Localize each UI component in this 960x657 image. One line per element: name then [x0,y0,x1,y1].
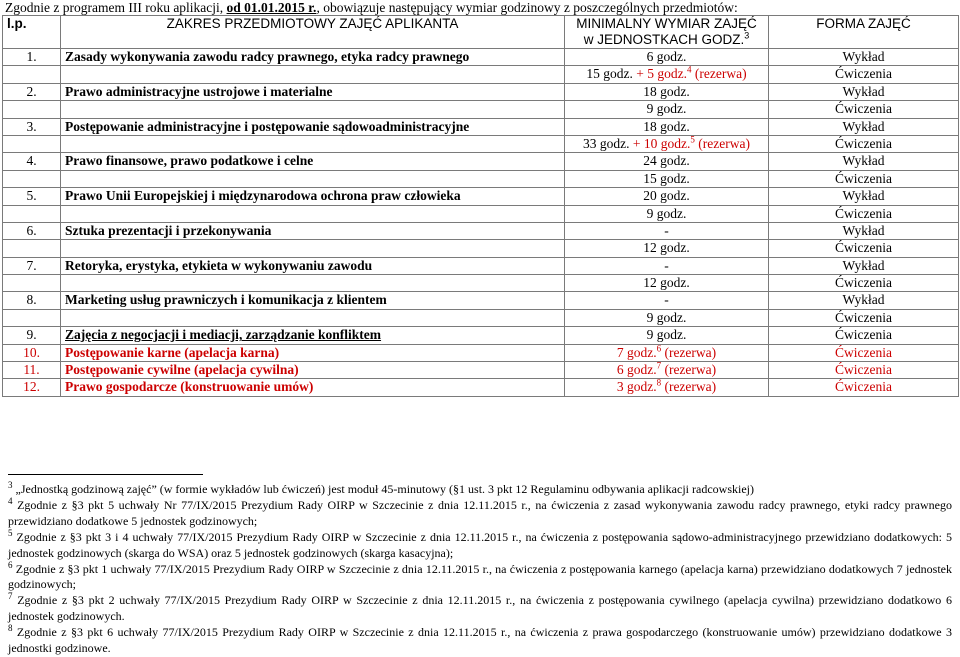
row-hours [565,49,769,66]
footnote-text: Zgodnie z §3 pkt 6 uchwały 77/IX/2015 Prezydium Rady OIRP w Szczecinie z dnia 12.11.2015 r., na ćwiczenia z prawa gospodarczego (konstruowanie umów) przewidziano dodatkowe 3 jednostki godzinowe. [8,625,952,656]
header-form: FORMA ZAJĘĆ [769,16,959,49]
hours-value: - [664,292,669,308]
row-number [3,170,61,187]
row-subject: Prawo administracyjne ustrojowe i materialne [61,83,565,100]
row-hours [565,66,769,83]
footnote [8,559,952,594]
row-number [3,205,61,222]
hours-reserve: (rezerwa) [661,379,717,395]
table-row [3,344,959,361]
header-lp: l.p. [3,16,61,49]
footnote-separator [8,474,203,475]
row-subject: Zasady wykonywania zawodu radcy prawnego, etyka radcy prawnego [61,49,565,66]
hours-value: 15 godz. [643,170,690,186]
row-subject: Zajęcia z negocjacji i mediacji, zarządzanie konfliktem [61,327,565,344]
hours-footnote-ref: 7 [656,361,662,371]
table-row [3,101,959,118]
table-row [3,153,959,170]
table-row [3,188,959,205]
row-hours [565,379,769,396]
row-form: Ćwiczenia [769,309,959,326]
footnote-number: 8 [8,623,13,634]
row-hours [565,362,769,379]
row-subject: Marketing usług prawniczych i komunikacja z klientem [61,292,565,309]
row-number: 4. [3,153,61,170]
row-form: Wykład [769,153,959,170]
row-hours [565,118,769,135]
row-form: Ćwiczenia [769,170,959,187]
hours-value: 18 godz. [643,83,690,99]
row-form: Ćwiczenia [769,379,959,396]
hours-value: 6 godz. [646,49,687,64]
table-row [3,275,959,292]
footnote-text: Zgodnie z §3 pkt 5 uchwały Nr 77/IX/2015 Prezydium Rady OIRP w Szczecinie z dnia 12.11.2015 r., na ćwiczenia z zasad wykonywania zawodu radcy prawnego, etyki radcy prawnego przewidziano dodatkowe 5 jednostek godzinowych; [8,497,952,528]
hours-value: - [664,257,669,273]
hours-value: 33 godz. [583,135,630,151]
footnote [8,527,952,562]
hours-extra: + 10 godz. [629,135,691,151]
header-hours-line1: MINIMALNY WYMIAR ZAJĘĆ [576,16,757,31]
row-number: 3. [3,118,61,135]
table-row [3,49,959,66]
row-number: 11. [3,362,61,379]
intro-prefix: Zgodnie z programem III roku aplikacji, [5,0,227,15]
footnote-number: 3 [8,480,13,490]
footnote-text: Zgodnie z §3 pkt 2 uchwały 77/IX/2015 Prezydium Rady OIRP w Szczecinie z dnia 12.11.2015 r., na ćwiczenia z postępowania cywilnego (apelacja cywilna) przewidziano dodatkowo 6 jednostek godzinowych. [8,593,952,624]
row-subject [61,205,565,222]
hours-value: 18 godz. [643,118,690,134]
table-row [3,362,959,379]
table-row [3,292,959,309]
footnote-number: 6 [8,559,13,570]
hours-value: 24 godz. [643,153,690,169]
row-form: Ćwiczenia [769,205,959,222]
table-header-row [3,16,959,49]
hours-footnote-ref: 5 [690,135,695,145]
row-subject: Sztuka prezentacji i przekonywania [61,222,565,239]
row-number [3,101,61,118]
footnote-number: 5 [8,527,13,538]
footnote-number: 4 [8,495,13,506]
hours-extra: + 5 godz. [632,66,688,82]
row-number: 8. [3,292,61,309]
hours-value: 9 godz. [646,309,687,325]
row-form: Wykład [769,257,959,274]
row-number [3,275,61,292]
program-table [2,15,959,397]
hours-footnote-ref: 6 [656,344,662,354]
footnotes [8,482,952,657]
row-hours [565,101,769,118]
row-form: Wykład [769,292,959,309]
row-subject [61,101,565,118]
footnote [8,593,952,625]
hours-value: 9 godz. [646,205,687,221]
intro-suffix: , obowiązuje następujący wymiar godzinowy z poszczególnych przedmiotów: [316,0,738,15]
row-hours [565,83,769,100]
row-subject: Retoryka, erystyka, etykieta w wykonywaniu zawodu [61,257,565,274]
row-subject: Postępowanie administracyjne i postępowanie sądowoadministracyjne [61,118,565,135]
hours-value: 12 godz. [643,240,690,256]
row-form: Ćwiczenia [769,344,959,361]
row-form: Wykład [769,83,959,100]
row-form: Wykład [769,49,959,66]
row-subject [61,170,565,187]
hours-value: 9 godz. [646,101,687,117]
row-form: Ćwiczenia [769,240,959,257]
hours-value: 20 godz. [643,188,690,204]
row-subject: Postępowanie cywilne (apelacja cywilna) [61,362,565,379]
hours-value: 12 godz. [643,275,690,291]
row-number: 6. [3,222,61,239]
row-hours [565,344,769,361]
row-form: Wykład [769,188,959,205]
footnote-text: „Jednostką godzinową zajęć” (w formie wykładów lub ćwiczeń) jest moduł 45-minutowy (§1 ust. 3 pkt 12 Regulaminu odbywania aplikacji radcowskiej) [12,482,754,496]
row-hours [565,153,769,170]
header-subject: ZAKRES PRZEDMIOTOWY ZAJĘĆ APLIKANTA [61,16,565,49]
row-subject: Postępowanie karne (apelacja karna) [61,344,565,361]
hours-value: 7 godz. [616,344,657,360]
row-subject [61,66,565,83]
table-row [3,222,959,239]
row-number [3,240,61,257]
header-hours-line2: w JEDNOSTKACH GODZ. [583,32,745,47]
row-form: Ćwiczenia [769,362,959,379]
table-row [3,66,959,83]
header-hours-sup: 3 [744,30,750,41]
row-number: 5. [3,188,61,205]
hours-reserve: (rezerwa) [691,66,747,82]
table-row [3,240,959,257]
hours-footnote-ref: 4 [687,65,692,75]
row-number: 9. [3,327,61,344]
footnote-text: Zgodnie z §3 pkt 1 uchwały 77/IX/2015 Prezydium Rady OIRP w Szczecinie z dnia 12.11.2015 r., na ćwiczenia z postępowania karnego (apelacja karna) przewidziano dodatkowych 7 jednostek godzinowych; [8,561,952,592]
row-subject [61,240,565,257]
row-subject: Prawo Unii Europejskiej i międzynarodowa ochrona praw człowieka [61,188,565,205]
footnote [8,495,952,530]
hours-value: 3 godz. [616,379,657,395]
hours-footnote-ref: 8 [656,378,662,388]
row-subject: Prawo gospodarcze (konstruowanie umów) [61,379,565,396]
row-hours [565,292,769,309]
row-form: Ćwiczenia [769,275,959,292]
table-row [3,135,959,152]
row-hours [565,205,769,222]
footnote-text: Zgodnie z §3 pkt 3 i 4 uchwały 77/IX/2015 Prezydium Rady OIRP w Szczecinie z dnia 12.11.2015 r., na ćwiczenia z postępowania sądowo-administracyjnego przewidziano dodatkowych: 5 jednostek godzinowych (skarga do WSA) oraz 5 jednostek godzinowych (skarga kasacyjna); [8,529,952,560]
hours-value: 15 godz. [586,66,633,82]
table-row [3,205,959,222]
row-form: Ćwiczenia [769,135,959,152]
row-hours [565,222,769,239]
intro-date: od 01.01.2015 r. [226,0,317,15]
row-hours [565,257,769,274]
header-hours [565,16,769,49]
row-form: Ćwiczenia [769,101,959,118]
table-row [3,327,959,344]
row-form: Ćwiczenia [769,327,959,344]
row-form: Ćwiczenia [769,66,959,83]
row-subject [61,309,565,326]
table-row [3,83,959,100]
hours-value: 6 godz. [616,362,657,378]
table-row [3,118,959,135]
row-number: 7. [3,257,61,274]
row-form: Wykład [769,118,959,135]
row-hours [565,240,769,257]
row-number: 2. [3,83,61,100]
footnote-number: 7 [8,591,13,602]
hours-reserve: (rezerwa) [661,362,717,378]
hours-reserve: (rezerwa) [661,344,717,360]
table-row [3,257,959,274]
hours-value: - [664,222,669,238]
row-hours [565,135,769,152]
table-row [3,379,959,396]
row-number: 12. [3,379,61,396]
table-row [3,309,959,326]
row-hours [565,327,769,344]
row-hours [565,170,769,187]
row-number [3,309,61,326]
table-row [3,170,959,187]
row-number [3,135,61,152]
row-subject [61,135,565,152]
intro-text [5,0,738,16]
row-hours [565,309,769,326]
row-form: Wykład [769,222,959,239]
row-number: 10. [3,344,61,361]
row-subject: Prawo finansowe, prawo podatkowe i celne [61,153,565,170]
row-hours [565,275,769,292]
hours-value: 9 godz. [646,327,687,343]
row-number [3,66,61,83]
footnote [8,625,952,657]
footnote [8,482,952,498]
row-number: 1. [3,49,61,66]
row-hours [565,188,769,205]
row-subject [61,275,565,292]
hours-reserve: (rezerwa) [694,135,750,151]
